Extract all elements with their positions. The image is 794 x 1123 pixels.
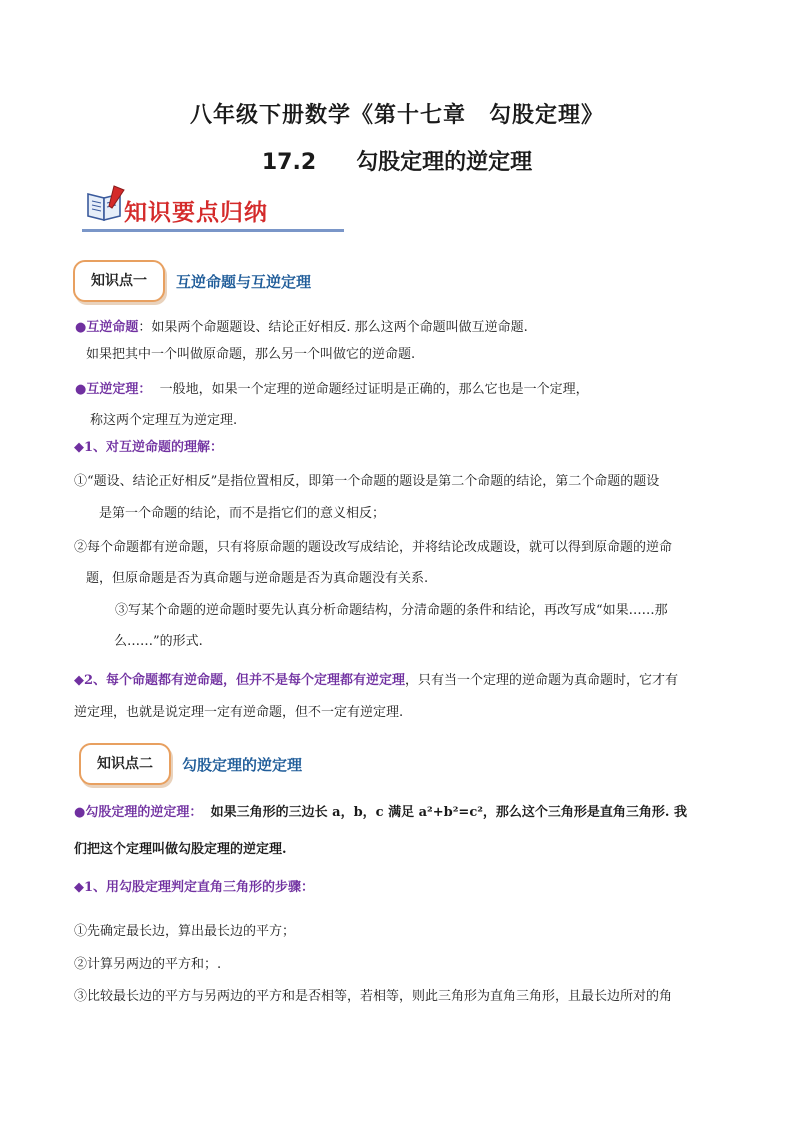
bullet-dot-icon: ● xyxy=(74,805,86,820)
step-1: ①先确定最长边，算出最长边的平方； xyxy=(74,924,296,939)
list-item-3-line-2: 么……”的形式. xyxy=(114,634,203,649)
definition-theorem-line-2: 称这两个定理互为逆定理. xyxy=(90,413,238,428)
bullet-dot-icon: ● xyxy=(75,320,87,335)
definition-converse-pythagorean: ●勾股定理的逆定理： 如果三角形的三边长 a，b，c 满足 a²+b²=c²，那么这个三角形是直角三角形. 我 xyxy=(74,805,687,820)
section-number: 17.2 xyxy=(261,150,317,175)
step-2: ②计算另两边的平方和；. xyxy=(74,957,222,972)
definition-reciprocal-theorem: ●互逆定理： 一般地，如果一个定理的逆命题经过证明是正确的，那么它也是一个定理， xyxy=(75,382,589,397)
subheading-steps: ◆1、用勾股定理判定直角三角形的步骤： xyxy=(74,880,315,895)
step-3: ③比较最长边的平方与另两边的平方和是否相等，若相等，则此三角形为直角三角形，且最长边所对的角 xyxy=(74,989,673,1004)
knowledge-point-2-title: 勾股定理的逆定理 xyxy=(182,756,303,774)
book-pen-icon xyxy=(84,184,128,224)
list-item-2-line-2: 题，但原命题是否为真命题与逆命题是否为真命题没有关系. xyxy=(86,571,429,586)
subheading-understanding: ◆1、对互逆命题的理解： xyxy=(74,440,224,455)
knowledge-point-2-badge: 知识点二 xyxy=(79,743,171,785)
subheading-line-2: 逆定理，也就是说定理一定有逆命题，但不一定有逆定理. xyxy=(74,705,404,720)
definition-reciprocal-proposition: ●互逆命题：如果两个命题题设、结论正好相反. 那么这两个命题叫做互逆命题. xyxy=(75,320,528,335)
list-item-2-line-1: ②每个命题都有逆命题，只有将原命题的题设改写成结论，并将结论改成题设，就可以得到原命题的逆命 xyxy=(74,540,673,555)
document-title: 八年级下册数学《第十七章 勾股定理》 xyxy=(189,103,604,128)
list-item-3-line-1: ③写某个命题的逆命题时要先认真分析命题结构，分清命题的条件和结论，再改写成“如果……那 xyxy=(115,603,668,618)
knowledge-point-1-badge: 知识点一 xyxy=(73,260,165,302)
diamond-icon: ◆ xyxy=(74,880,84,895)
list-item-1-line-2: 是第一个命题的结论，而不是指它们的意义相反； xyxy=(99,506,386,521)
knowledge-point-1-title: 互逆命题与互逆定理 xyxy=(176,273,312,291)
list-item-1-line-1: ①“题设、结论正好相反”是指位置相反，即第一个命题的题设是第二个命题的结论，第二个命题的题设 xyxy=(74,474,660,489)
subheading-every-proposition: ◆2、每个命题都有逆命题，但并不是每个定理都有逆定理，只有当一个定理的逆命题为真命题时，它才有 xyxy=(74,673,679,688)
banner-underline xyxy=(82,229,344,232)
bullet-dot-icon: ● xyxy=(75,382,87,397)
diamond-icon: ◆ xyxy=(74,673,84,688)
definition-line-2: 如果把其中一个叫做原命题，那么另一个叫做它的逆命题. xyxy=(86,347,416,362)
diamond-icon: ◆ xyxy=(74,440,84,455)
section-title: 勾股定理的逆定理 xyxy=(356,150,533,175)
definition-line-2: 们把这个定理叫做勾股定理的逆定理. xyxy=(74,842,287,857)
section-heading xyxy=(0,145,794,176)
knowledge-summary-banner: 知识要点归纳 xyxy=(124,199,268,226)
